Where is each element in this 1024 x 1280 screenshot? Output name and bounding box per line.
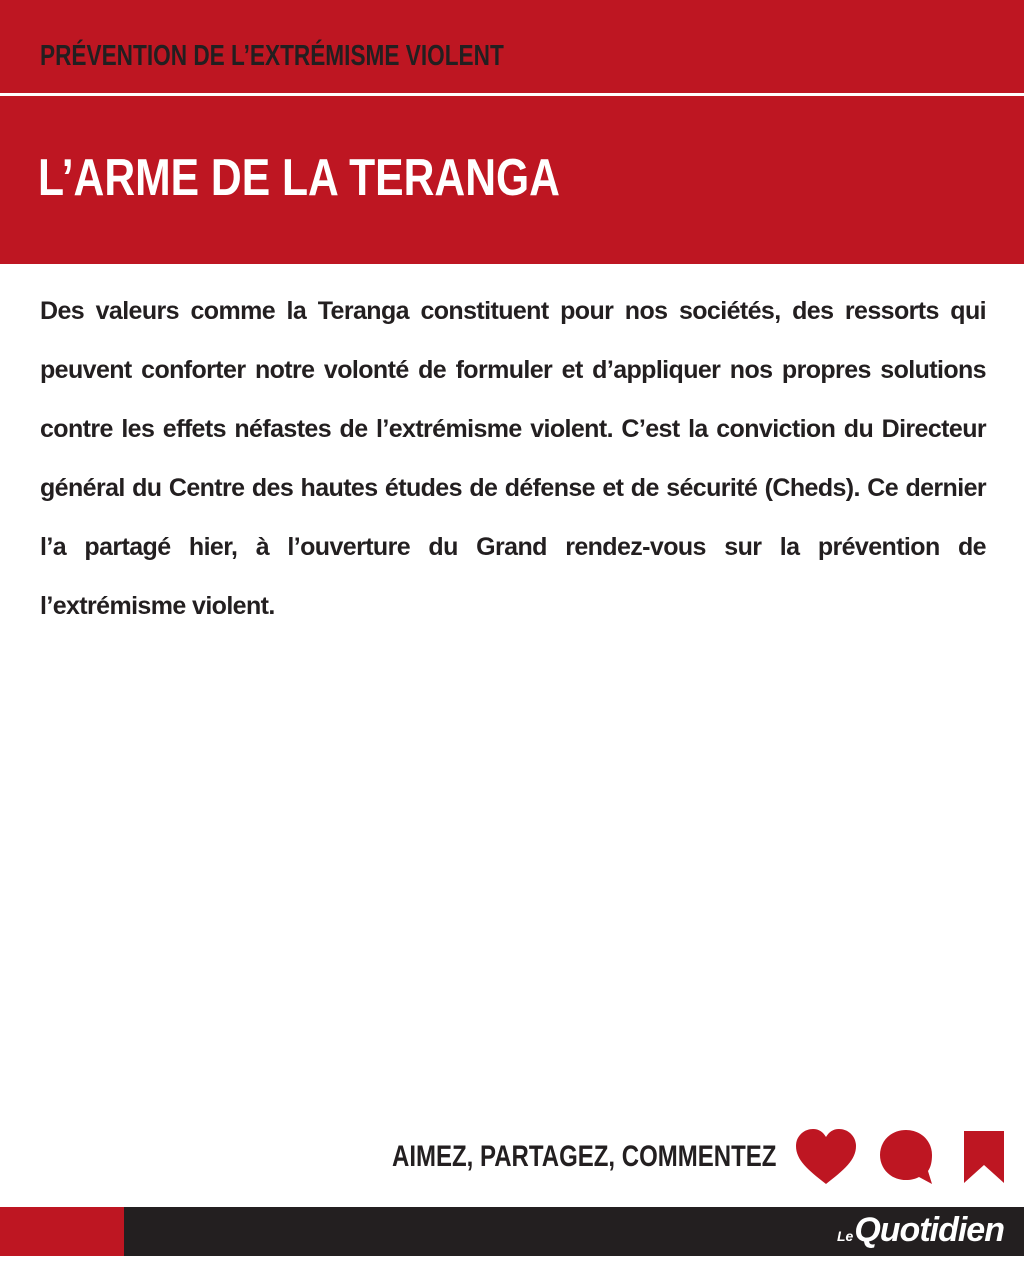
- cta-text: AIMEZ, PARTAGEZ, COMMENTEZ: [392, 1140, 777, 1173]
- brand-logo[interactable]: [837, 1211, 1004, 1250]
- footer-red-block: [0, 1207, 124, 1256]
- headline: L’ARME DE LA TERANGA: [38, 149, 560, 207]
- logo-name: Quotidien: [854, 1211, 1004, 1249]
- header-divider: [0, 93, 1024, 96]
- footer-bar: [0, 1207, 1024, 1256]
- article-lede: Des valeurs comme la Teranga constituent pour nos sociétés, des ressorts qui peuvent conforter notre volonté de formuler et d’appliquer nos propres solutions contre les effets néfastes de l’extrémisme violent. C’est la conviction du Directeur général du Centre des hautes études de défense et de sécurité (Cheds). Ce dernier l’a partagé hier, à l’ouverture du Grand rendez-vous sur la prévention de l’extrémisme violent.: [40, 297, 986, 620]
- comment-bubble-icon[interactable]: [878, 1128, 934, 1186]
- kicker-title: PRÉVENTION DE L’EXTRÉMISME VIOLENT: [40, 40, 504, 72]
- bookmark-icon[interactable]: [962, 1129, 1006, 1185]
- cta-row: [392, 1126, 1012, 1190]
- header-band: [0, 0, 1024, 264]
- heart-icon[interactable]: [794, 1128, 858, 1186]
- logo-prefix: Le: [837, 1228, 854, 1244]
